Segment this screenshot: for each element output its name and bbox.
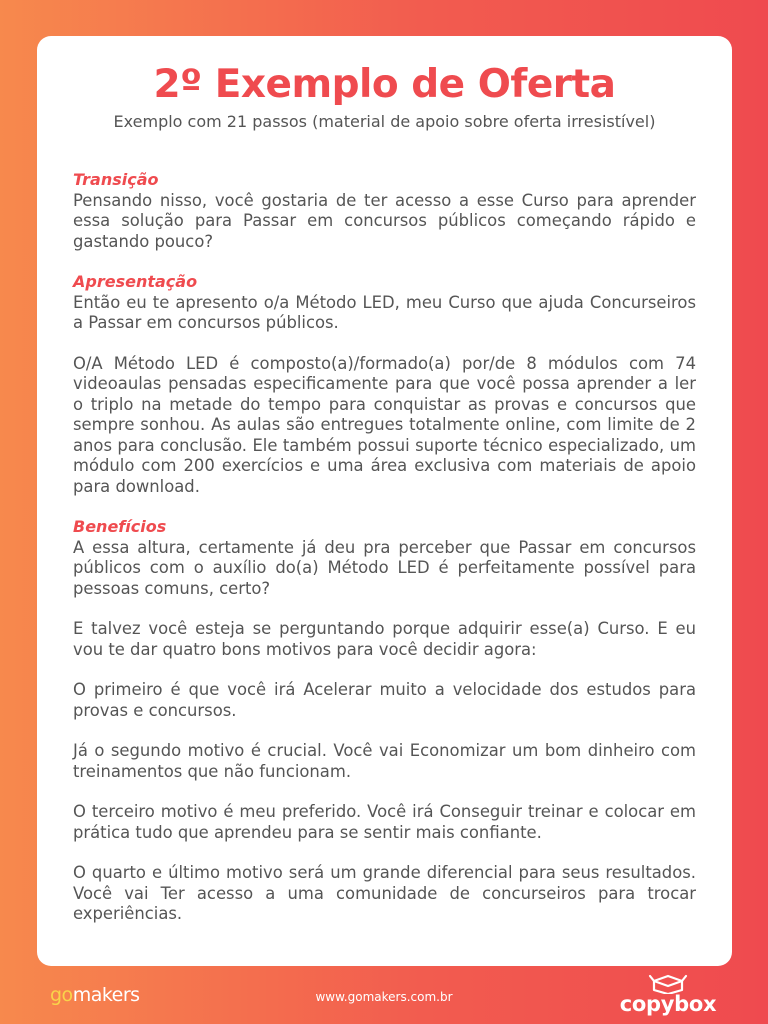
website-url: www.gomakers.com.br xyxy=(315,990,453,1004)
section-heading-apresentacao: Apresentação xyxy=(73,272,198,291)
copybox-wordmark: copybox xyxy=(619,992,717,1016)
logo-part-go: go xyxy=(50,984,73,1006)
paragraph: Já o segundo motivo é crucial. Você vai Economizar um bom dinheiro com treinamentos que não funcionam. xyxy=(73,741,696,781)
copybox-logo xyxy=(618,972,718,1016)
logo-part-makers: makers xyxy=(72,984,140,1006)
open-box-icon xyxy=(648,972,688,994)
paragraph: O/A Método LED é composto(a)/formado(a) por/de 8 módulos com 74 videoaulas pensadas especificamente para que você possa aprender a ler o triplo na metade do tempo para conquistar as provas e concursos que sempre sonhou. As aulas são entregues totalmente online, com limite de 2 anos para conclusão. Ele também possui suporte técnico especializado, um módulo com 200 exercícios e uma área exclusiva com materiais de apoio para download. xyxy=(73,353,696,496)
section-heading-beneficios: Benefícios xyxy=(73,517,167,536)
paragraph: Pensando nisso, você gostaria de ter acesso a esse Curso para aprender essa solução para Passar em concursos públicos começando rápido e gastando pouco? xyxy=(73,190,696,251)
page-title: 2º Exemplo de Oferta xyxy=(153,62,616,107)
paragraph: O quarto e último motivo será um grande diferencial para seus resultados. Você vai Ter acesso a uma comunidade de concurseiros para trocar experiências. xyxy=(73,863,696,923)
document-body xyxy=(73,170,696,925)
section-heading-transicao: Transição xyxy=(73,170,159,189)
paragraph: A essa altura, certamente já deu pra perceber que Passar em concursos públicos com o auxílio do(a) Método LED é perfeitamente possível para pessoas comuns, certo? xyxy=(73,537,696,598)
paragraph: Então eu te apresento o/a Método LED, meu Curso que ajuda Concurseiros a Passar em concursos públicos. xyxy=(73,292,696,332)
content-card xyxy=(37,36,732,966)
paragraph: E talvez você esteja se perguntando porque adquirir esse(a) Curso. E eu vou te dar quatro bons motivos para você decidir agora: xyxy=(73,619,696,659)
paragraph: O terceiro motivo é meu preferido. Você irá Conseguir treinar e colocar em prática tudo que aprendeu para se sentir mais confiante. xyxy=(73,802,696,842)
paragraph: O primeiro é que você irá Acelerar muito a velocidade dos estudos para provas e concursos. xyxy=(73,680,696,720)
page-subtitle: Exemplo com 21 passos (material de apoio sobre oferta irresistível) xyxy=(113,112,656,131)
